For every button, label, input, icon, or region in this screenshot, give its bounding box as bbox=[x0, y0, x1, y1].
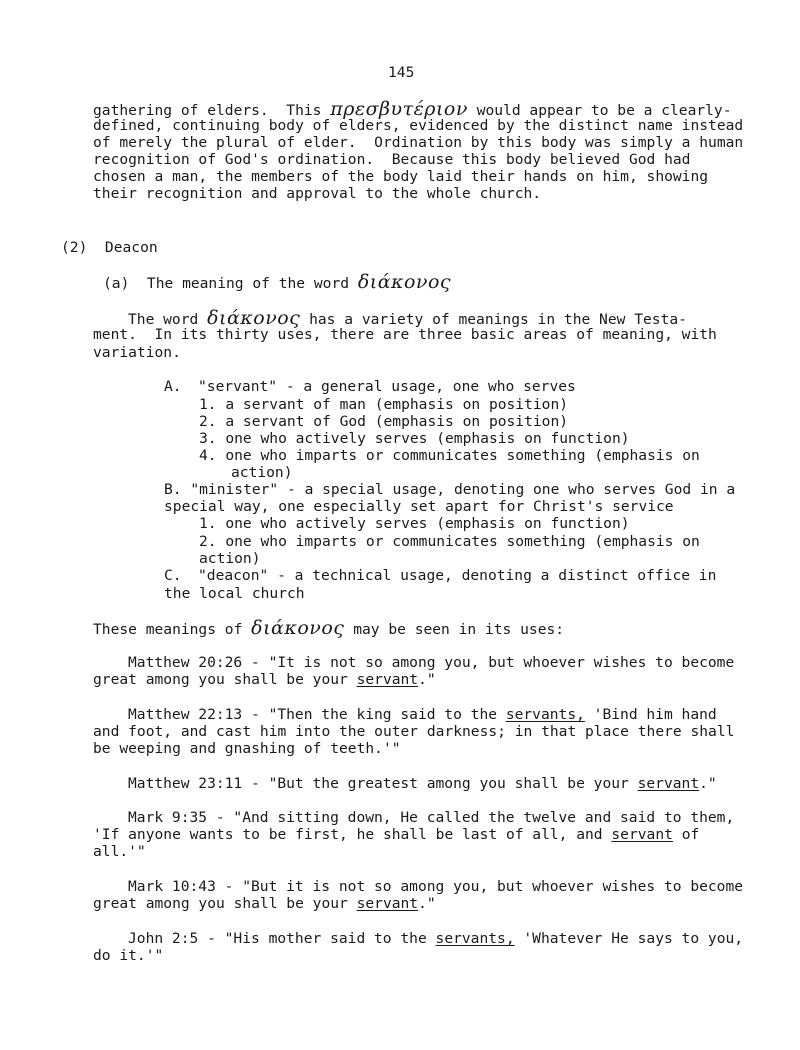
outline-b-1: 1. one who actively serves (emphasis on function) bbox=[199, 515, 630, 532]
verse-text: of bbox=[672, 826, 700, 843]
verse-text: Matthew 23:11 - "But the greatest among you shall be your bbox=[128, 775, 638, 792]
meaning-line-2: ment. In its thirty uses, there are three basic areas of meaning, with bbox=[93, 326, 717, 343]
underlined-word: servant bbox=[611, 826, 673, 843]
intro-text: gathering of elders. This bbox=[93, 102, 331, 119]
verse-text: 'If anyone wants to be first, he shall be last of all, and bbox=[93, 826, 612, 843]
verse-text: 'Bind him hand bbox=[584, 706, 717, 723]
intro-line-6: their recognition and approval to the whole church. bbox=[93, 185, 542, 202]
section-heading-deacon: (2) Deacon bbox=[61, 239, 158, 256]
outline-a-2: 2. a servant of God (emphasis on position) bbox=[199, 413, 569, 430]
verse-mark-9-35-line-1: Mark 9:35 - "And sitting down, He called the twelve and said to them, bbox=[128, 809, 735, 826]
outline-a-3: 3. one who actively serves (emphasis on function) bbox=[199, 430, 630, 447]
intro-line-2: defined, continuing body of elders, evidenced by the distinct name instead bbox=[93, 117, 744, 134]
verse-text: ." bbox=[699, 775, 717, 792]
intro-line-5: chosen a man, the members of the body laid their hands on him, showing bbox=[93, 168, 709, 185]
verse-text: 'Whatever He says to you, bbox=[514, 930, 744, 947]
greek-presbyterion: πρεσβυτέριον bbox=[330, 98, 468, 120]
outline-b-line-1: B. "minister" - a special usage, denoting one who serves God in a bbox=[164, 481, 736, 498]
outline-a-4-cont: action) bbox=[231, 464, 293, 481]
greek-diakonos: διάκονος bbox=[207, 307, 301, 329]
verse-matthew-23-11 bbox=[128, 775, 717, 793]
meaning-text: has a variety of meanings in the New Testa- bbox=[300, 311, 687, 328]
intro-text: would appear to be a clearly- bbox=[467, 102, 732, 119]
verse-matthew-22-13-line-2: and foot, and cast him into the outer darkness; in that place there shall bbox=[93, 723, 735, 740]
underlined-word: servants, bbox=[505, 706, 585, 723]
outline-b-line-2: special way, one especially set apart for Christ's service bbox=[164, 498, 674, 515]
meaning-line-3: variation. bbox=[93, 344, 181, 361]
underlined-word: servant bbox=[356, 671, 419, 688]
verse-text: ." bbox=[418, 895, 436, 912]
verse-text: great among you shall be your bbox=[93, 895, 357, 912]
verse-text: John 2:5 - "His mother said to the bbox=[128, 930, 436, 947]
underlined-word: servants, bbox=[435, 930, 515, 947]
underlined-word: servant bbox=[356, 895, 419, 912]
outline-a-label: A. bbox=[164, 378, 182, 395]
verse-mark-10-43-line-1: Mark 10:43 - "But it is not so among you, but whoever wishes to become bbox=[128, 878, 744, 895]
intro-line-3: of merely the plural of elder. Ordination by this body was simply a human bbox=[93, 134, 744, 151]
meaning-text: The word bbox=[128, 311, 208, 328]
verse-matthew-22-13-line-1 bbox=[128, 706, 717, 724]
verse-mark-9-35-line-2 bbox=[93, 826, 699, 844]
underlined-word: servant bbox=[637, 775, 700, 792]
outline-c-text: "deacon" - a technical usage, denoting a distinct office in bbox=[198, 567, 717, 584]
uses-text: These meanings of bbox=[93, 621, 252, 638]
greek-diakonos: διάκονος bbox=[357, 271, 452, 293]
outline-c-line-2: the local church bbox=[164, 585, 305, 602]
intro-line-4: recognition of God's ordination. Because this body believed God had bbox=[93, 151, 691, 168]
uses-intro bbox=[93, 619, 564, 639]
verse-john-2-5-line-2: do it.'" bbox=[93, 947, 164, 964]
verse-mark-10-43-line-2 bbox=[93, 895, 436, 913]
subsection-heading-a bbox=[103, 273, 451, 293]
verse-text: Matthew 22:13 - "Then the king said to the bbox=[128, 706, 506, 723]
outline-b-2-cont: action) bbox=[199, 550, 261, 567]
outline-b-2: 2. one who imparts or communicates something (emphasis on bbox=[199, 533, 700, 550]
outline-a-1: 1. a servant of man (emphasis on position) bbox=[199, 396, 569, 413]
verse-mark-9-35-line-3: all.'" bbox=[93, 843, 146, 860]
verse-john-2-5-line-1 bbox=[128, 930, 743, 948]
uses-text: may be seen in its uses: bbox=[344, 621, 565, 638]
outline-a-4: 4. one who imparts or communicates something (emphasis on bbox=[199, 447, 700, 464]
verse-matthew-22-13-line-3: be weeping and gnashing of teeth.'" bbox=[93, 740, 401, 757]
greek-diakonos: διάκονος bbox=[251, 617, 345, 639]
verse-matthew-20-26-line-2 bbox=[93, 671, 436, 689]
outline-a-text: "servant" - a general usage, one who serves bbox=[198, 378, 576, 395]
verse-matthew-20-26-line-1: Matthew 20:26 - "It is not so among you, but whoever wishes to become bbox=[128, 654, 735, 671]
verse-text: ." bbox=[418, 671, 436, 688]
subsection-text: (a) The meaning of the word bbox=[103, 275, 358, 292]
outline-c-label: C. bbox=[164, 567, 182, 584]
page-number: 145 bbox=[388, 64, 415, 81]
verse-text: great among you shall be your bbox=[93, 671, 357, 688]
